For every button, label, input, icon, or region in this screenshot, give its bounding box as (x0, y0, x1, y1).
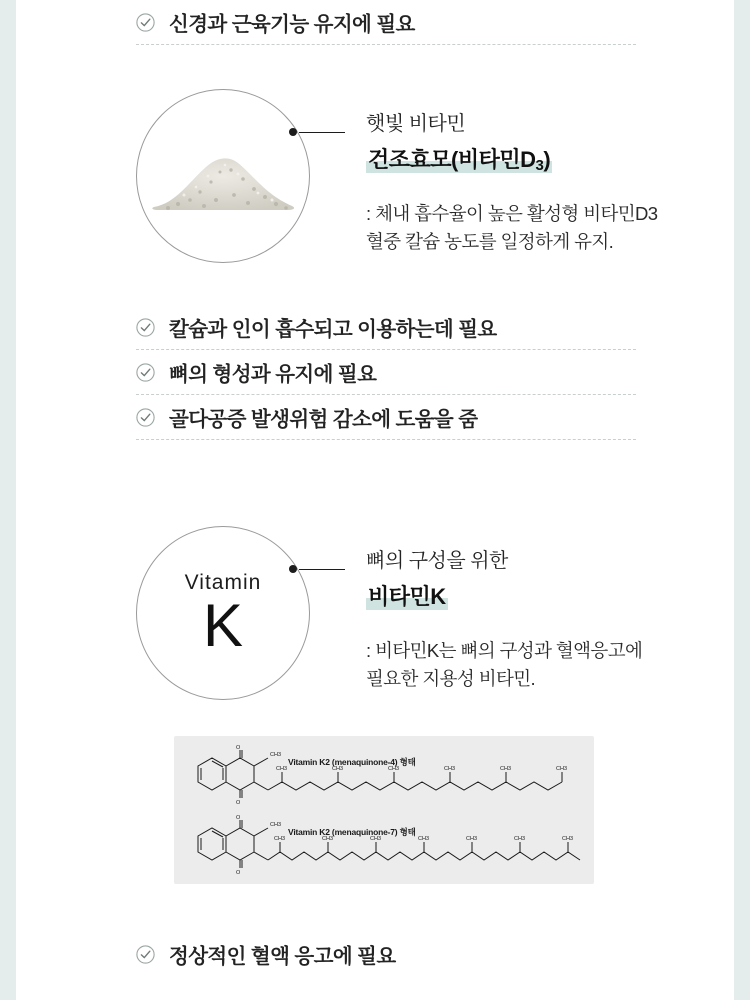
vitamin-word: Vitamin (184, 571, 262, 594)
connector-line-icon (299, 132, 345, 133)
oxygen-label: O (236, 870, 241, 876)
ingredient-name (366, 143, 552, 174)
ingredient-image-circle (136, 526, 310, 700)
oxygen-label: O (236, 800, 241, 806)
check-circle-icon (136, 945, 155, 964)
vitamin-letter: K (202, 592, 244, 659)
methyl-label: CH3 (444, 766, 456, 772)
ingredient-name-subscript: 3 (535, 157, 544, 174)
ingredient-description-line-1: : 비타민K는 뼈의 구성과 혈액응고에 (366, 640, 643, 661)
benefit-list-item (16, 932, 734, 976)
ingredient-block-vitamin-d3 (16, 89, 734, 263)
connector-line-icon (299, 569, 345, 570)
benefit-list-item (16, 0, 734, 44)
right-edge-band (734, 0, 750, 1000)
connector-dot-icon (289, 565, 297, 573)
ingredient-info (310, 526, 642, 700)
left-edge-band (0, 0, 16, 1000)
methyl-label: CH3 (322, 836, 334, 842)
ingredient-info (310, 89, 657, 263)
ingredient-description-line-2: 필요한 지용성 비타민. (366, 668, 536, 690)
check-circle-icon (136, 318, 155, 337)
callout-connector-line (289, 127, 345, 137)
menaquinone-4-structure-diagram (190, 744, 580, 806)
methyl-label: CH3 (500, 766, 512, 772)
methyl-label: CH3 (276, 766, 288, 772)
benefit-label: 칼슘과 인이 흡수되고 이용하는데 필요 (169, 318, 497, 341)
benefit-list-item (16, 350, 734, 394)
check-circle-icon (136, 13, 155, 32)
methyl-label: CH3 (514, 836, 526, 842)
benefit-list-item (16, 305, 734, 349)
dried-yeast-powder-pile-icon (148, 143, 298, 218)
ingredient-name: 비타민K (366, 580, 448, 611)
methyl-label: CH3 (332, 766, 344, 772)
methyl-label: CH3 (556, 766, 568, 772)
ingredient-description (366, 200, 657, 256)
methyl-label: CH3 (466, 836, 478, 842)
methyl-label: CH3 (270, 752, 282, 758)
methyl-label: CH3 (270, 822, 282, 828)
ingredient-description-line-1: : 체내 흡수율이 높은 활성형 비타민D3 (366, 203, 658, 224)
callout-connector-line (289, 564, 345, 574)
structure-caption-mk7: Vitamin K2 (menaquinone-7) 형태 (288, 827, 416, 837)
benefit-label: 신경과 근육기능 유지에 필요 (169, 13, 415, 36)
methyl-label: CH3 (388, 766, 400, 772)
ingredient-description-line-2: 혈중 칼슘 농도를 일정하게 유지. (366, 231, 614, 253)
ingredient-block-vitamin-k (16, 526, 734, 700)
methyl-label: CH3 (370, 836, 382, 842)
methyl-label: CH3 (274, 836, 286, 842)
ingredient-name-suffix: ) (543, 147, 551, 172)
ingredient-tagline: 햇빛 비타민 (366, 113, 466, 135)
oxygen-label: O (236, 815, 241, 821)
check-circle-icon (136, 363, 155, 382)
oxygen-label: O (236, 745, 241, 751)
methyl-label: CH3 (418, 836, 430, 842)
methyl-label: CH3 (562, 836, 574, 842)
ingredient-image-circle (136, 89, 310, 263)
benefit-label: 골다공증 발생위험 감소에 도움을 줌 (169, 408, 478, 431)
connector-dot-icon (289, 128, 297, 136)
product-detail-page (16, 0, 734, 1000)
benefit-list-item (16, 395, 734, 439)
structure-caption-mk4: Vitamin K2 (menaquinone-4) 형태 (288, 757, 416, 767)
benefit-label: 뼈의 형성과 유지에 필요 (169, 363, 377, 386)
menaquinone-7-structure-diagram (190, 814, 590, 876)
check-circle-icon (136, 408, 155, 427)
ingredient-name-main: 건조효모(비타민D (368, 147, 536, 172)
ingredient-tagline: 뼈의 구성을 위한 (366, 550, 508, 572)
vitamin-k-label (184, 571, 262, 659)
benefit-label: 정상적인 혈액 응고에 필요 (169, 945, 396, 968)
ingredient-description (366, 637, 642, 693)
vitamin-k2-structure-panel (174, 736, 594, 884)
